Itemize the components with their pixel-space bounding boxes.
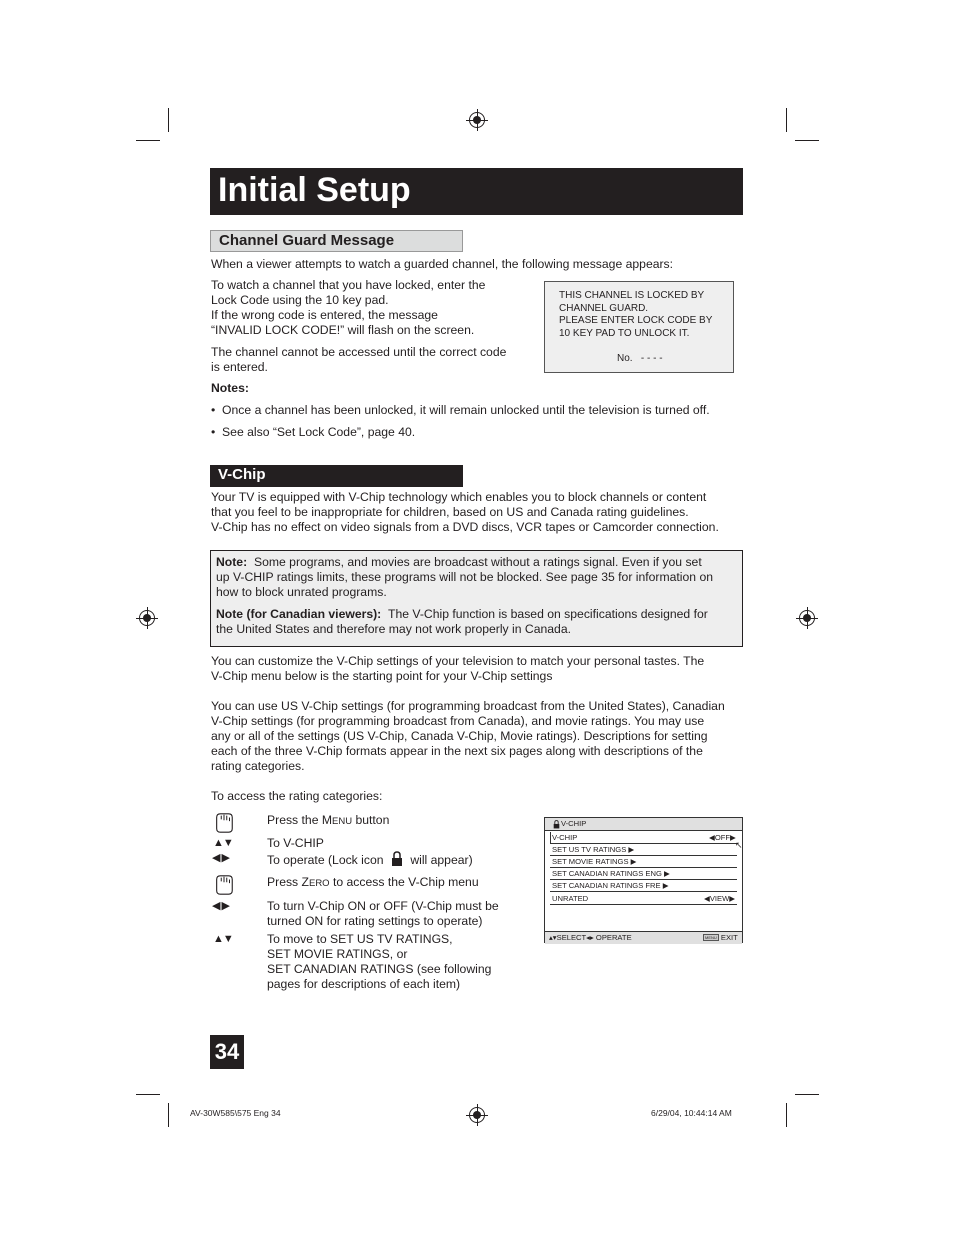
menu-key-badge: MENU: [705, 935, 717, 940]
vchip-menu-screen: [544, 817, 743, 943]
text-line: each of the three V-Chip formats appear in the next six pages along with descriptions of the: [211, 744, 703, 758]
page-number: 34: [214, 1039, 240, 1064]
text-line: V-Chip settings (for programming broadcast from Canada), and movie ratings. You may use: [211, 714, 705, 728]
left-right-arrow-icon: ◀ ▶: [212, 900, 229, 912]
crop-mark: [786, 108, 787, 132]
section-heading-channel-guard: [210, 230, 463, 252]
channel-guard-paragraph: [211, 278, 485, 338]
registration-mark-icon: [469, 1107, 485, 1123]
text-line: To move to SET US TV RATINGS,: [267, 932, 453, 946]
menu-row-vchip[interactable]: [550, 832, 738, 844]
step-text: ENU: [332, 816, 353, 827]
crop-mark: [795, 1094, 819, 1095]
crop-mark: [786, 1103, 787, 1127]
menu-title: V-CHIP: [561, 819, 587, 828]
step-text: Press Z: [267, 875, 309, 889]
menu-row-set-canadian-ratings-eng[interactable]: [550, 868, 737, 880]
menu-value-text: VIEW: [709, 894, 730, 903]
text-line: You can use US V-Chip settings (for programming broadcast from the United States), Canadian: [211, 699, 725, 713]
menu-row-label: SET CANADIAN RATINGS FRE ▶: [552, 881, 669, 890]
hand-press-icon: [213, 812, 235, 834]
access-instruction: To access the rating categories:: [211, 789, 383, 803]
menu-value-vchip: ◀OFF▶: [709, 833, 736, 842]
vchip-paragraph: [211, 654, 704, 684]
text-line: To turn V-Chip ON or OFF (V-Chip must be: [267, 899, 499, 913]
left-right-arrow-icon: ◀ ▶: [212, 852, 229, 864]
text-line: If the wrong code is entered, the message: [211, 308, 438, 322]
lock-icon: [391, 851, 403, 867]
page-title: Initial Setup: [218, 171, 411, 209]
screen-line: THIS CHANNEL IS LOCKED BY: [559, 290, 705, 301]
note-label: Note (for Canadian viewers):: [216, 607, 382, 621]
text-line: SET MOVIE RATINGS, or: [267, 947, 408, 961]
text-line: The channel cannot be accessed until the correct code: [211, 345, 507, 359]
text-line: pages for descriptions of each item): [267, 977, 461, 991]
step-move-ratings: [267, 932, 491, 992]
text-line: the United States and therefore may not work properly in Canada.: [216, 622, 571, 636]
menu-footer-text: SELECT: [556, 933, 587, 942]
step-to-vchip: To V-CHIP: [267, 836, 324, 850]
step-text: To operate (Lock icon: [267, 853, 384, 867]
channel-guard-intro: When a viewer attempts to watch a guarded channel, the following message appears:: [211, 257, 674, 271]
section-heading-text: Channel Guard Message: [219, 232, 395, 249]
lock-icon: [553, 820, 560, 829]
page-number-badge: [210, 1035, 244, 1069]
text-line: SET CANADIAN RATINGS (see following: [267, 962, 492, 976]
hand-press-icon: [213, 874, 235, 896]
text-line: V-Chip menu below is the starting point for your V-Chip settings: [211, 669, 553, 683]
text-line: You can customize the V-Chip settings of your television to match your personal tastes. The: [211, 654, 705, 668]
crop-mark: [168, 108, 169, 132]
step-text: Press the M: [267, 813, 333, 827]
menu-value-unrated: ◀VIEW▶: [704, 894, 736, 903]
registration-mark-icon: [799, 610, 815, 626]
notes-label: Notes:: [211, 381, 249, 395]
step-operate: [267, 851, 473, 868]
menu-row-set-us-tv-ratings[interactable]: [550, 844, 737, 856]
up-down-arrow-icon: ▲▼: [213, 933, 233, 945]
menu-footer-exit: [703, 932, 738, 943]
lock-code-value: - - - -: [640, 353, 663, 364]
menu-value-text: OFF: [714, 833, 731, 842]
text-line: V-Chip has no effect on video signals from a DVD discs, VCR tapes or Camcorder connection.: [211, 520, 719, 534]
step-text: will appear): [410, 853, 473, 867]
note-label: Note:: [216, 555, 248, 569]
lock-code-entry: [617, 353, 663, 366]
screen-line: 10 KEY PAD TO UNLOCK IT.: [559, 327, 690, 339]
vchip-intro: [211, 490, 719, 535]
note-item: • See also “Set Lock Code”, page 40.: [211, 425, 416, 439]
screen-line: CHANNEL GUARD.: [559, 302, 649, 314]
note-item: • Once a channel has been unlocked, it will remain unlocked until the television is turned off.: [211, 403, 710, 417]
crop-mark: [168, 1103, 169, 1127]
section-heading-text: V-Chip: [218, 466, 266, 483]
menu-row-set-movie-ratings[interactable]: [550, 856, 737, 868]
menu-footer-select: ▴▾SELECT◂▸ OPERATE: [549, 933, 632, 942]
note-text: See also “Set Lock Code”, page 40.: [222, 425, 416, 439]
menu-footer-text: OPERATE: [595, 933, 632, 942]
text-line: turned ON for rating settings to operate): [267, 914, 483, 928]
screen-line: PLEASE ENTER LOCK CODE BY: [559, 315, 713, 326]
step-toggle-vchip: [267, 899, 499, 929]
channel-locked-screen: [544, 281, 734, 373]
menu-row-text: SET CANADIAN RATINGS FRE: [552, 881, 661, 890]
menu-header: [545, 818, 742, 831]
menu-row-label: SET MOVIE RATINGS ▶: [552, 857, 637, 866]
step-press-zero: [267, 875, 479, 891]
footer-timestamp: 6/29/04, 10:44:14 AM: [651, 1108, 732, 1118]
text-line: “INVALID LOCK CODE!” will flash on the screen.: [211, 323, 475, 337]
text-line: To watch a channel that you have locked, enter the: [211, 278, 486, 292]
text-line: [216, 555, 736, 570]
menu-row-text: SET MOVIE RATINGS: [552, 857, 629, 866]
step-press-menu: [267, 813, 389, 829]
footer-file-info: AV-30W585\575 Eng 34: [190, 1108, 281, 1118]
menu-row-label: V-CHIP: [552, 833, 578, 842]
crop-mark: [136, 1094, 160, 1095]
vchip-note-box: [210, 550, 743, 647]
text-line: is entered.: [211, 360, 268, 374]
text-line: how to block unrated programs.: [216, 585, 387, 599]
menu-row-label: SET CANADIAN RATINGS ENG ▶: [552, 869, 670, 878]
menu-row-set-canadian-ratings-fre[interactable]: [550, 880, 737, 892]
note-text: The V-Chip function is based on specifications designed for: [388, 607, 708, 621]
crop-mark: [136, 140, 160, 141]
text-line: Lock Code using the 10 key pad.: [211, 293, 389, 307]
vchip-paragraph: [211, 699, 725, 774]
text-line: [216, 607, 736, 622]
page-title-bar: [210, 168, 743, 215]
cursor-pointer-icon: ↖: [735, 840, 743, 850]
menu-footer-text: EXIT: [720, 933, 738, 942]
menu-row-unrated[interactable]: [550, 893, 737, 905]
menu-row-text: SET US TV RATINGS: [552, 845, 627, 854]
text-line: rating categories.: [211, 759, 305, 773]
text-line: up V-CHIP ratings limits, these programs will not be blocked. See page 35 for information on: [216, 570, 714, 584]
menu-row-label: SET US TV RATINGS ▶: [552, 845, 635, 854]
up-down-arrow-icon: ▲▼: [213, 837, 233, 849]
channel-guard-paragraph: [211, 345, 506, 375]
registration-mark-icon: [139, 610, 155, 626]
step-text: to access the V-Chip menu: [329, 875, 479, 889]
text-line: any or all of the settings (US V-Chip, Canada V-Chip, Movie ratings). Descriptions for setting: [211, 729, 708, 743]
step-text: ERO: [308, 878, 330, 889]
text-line: Your TV is equipped with V-Chip technology which enables you to block channels or content: [211, 490, 707, 504]
text-line: that you feel to be inappropriate for children, based on US and Canada rating guidelines.: [211, 505, 689, 519]
crop-mark: [795, 140, 819, 141]
menu-footer: [545, 931, 742, 944]
registration-mark-icon: [469, 112, 485, 128]
section-heading-vchip: [210, 465, 463, 487]
menu-row-label: UNRATED: [552, 894, 589, 903]
menu-row-text: SET CANADIAN RATINGS ENG: [552, 869, 662, 878]
note-text: Once a channel has been unlocked, it will remain unlocked until the television is turned off.: [222, 403, 710, 417]
note-text: Some programs, and movies are broadcast without a ratings signal. Even if you set: [253, 555, 702, 569]
lock-code-label: No.: [617, 353, 633, 364]
step-text: button: [352, 813, 390, 827]
